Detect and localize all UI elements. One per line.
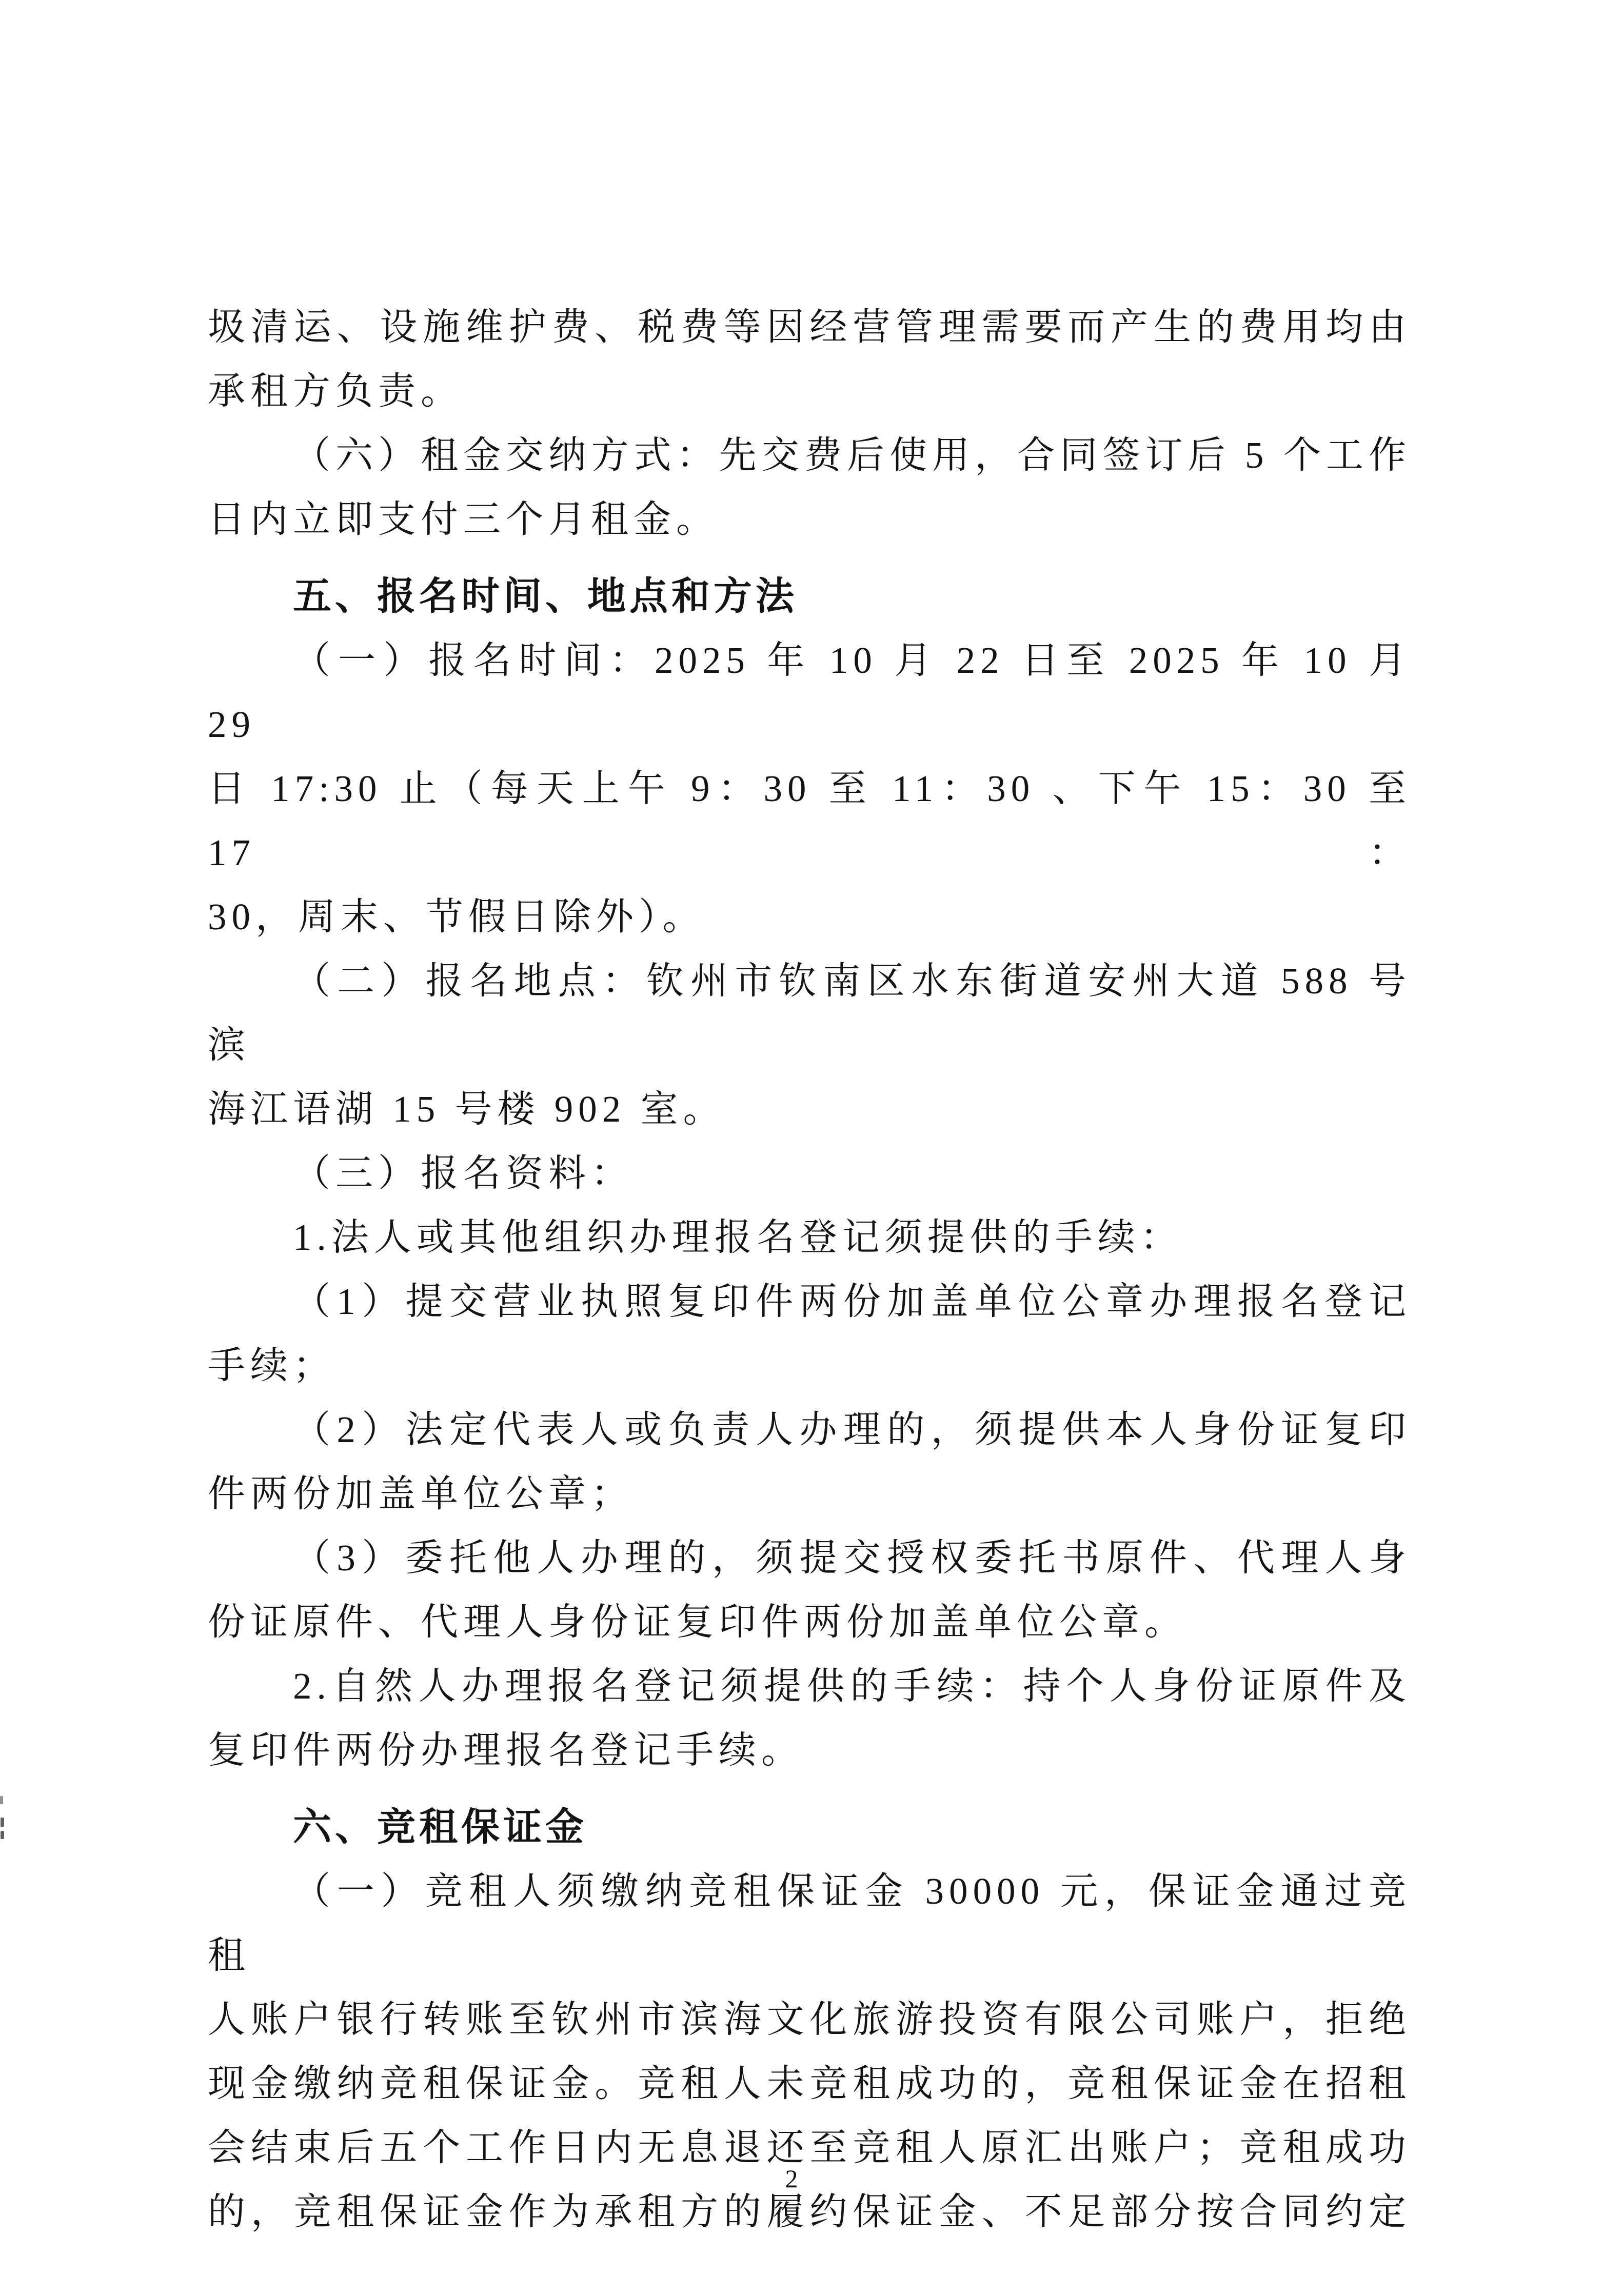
text-line: 日 17:30 止（每天上午 9：30 至 11：30 、下午 15：30 至 17：	[208, 768, 1411, 873]
text-line: 件两份加盖单位公章；	[208, 1473, 634, 1514]
text-line: 的，竞租保证金作为承租方的履约保证金、不足部分按合同约定	[208, 2191, 1411, 2232]
scan-speck	[0, 1796, 3, 1804]
text-line: （三）报名资料：	[293, 1152, 634, 1194]
text-line: 日内立即支付三个月租金。	[208, 498, 719, 540]
text-line: （二）报名地点：钦州市钦南区水东街道安州大道 588 号滨	[208, 960, 1411, 1066]
text-line: 圾清运、设施维护费、税费等因经营管理需要而产生的费用均由	[208, 306, 1411, 348]
page-number: 2	[785, 2164, 798, 2193]
document-body	[208, 295, 1411, 2244]
text-line: 2.自然人办理报名登记须提供的手续：持个人身份证原件及	[293, 1665, 1411, 1707]
text-line: 复印件两份办理报名登记手续。	[208, 1729, 804, 1771]
text-line: （1）提交营业执照复印件两份加盖单位公章办理报名登记	[293, 1281, 1411, 1322]
section-heading: 五、报名时间、地点和方法	[293, 574, 798, 617]
text-line: （一）竞租人须缴纳竞租保证金 30000 元，保证金通过竞租	[208, 1870, 1411, 1976]
text-line: 海江语湖 15 号楼 902 室。	[208, 1088, 726, 1130]
text-line: 现金缴纳竞租保证金。竞租人未竞租成功的，竞租保证金在招租	[208, 2063, 1411, 2104]
text-line: 承租方负责。	[208, 370, 463, 412]
scan-speck	[1, 1818, 4, 1827]
text-line: 手续；	[208, 1345, 335, 1386]
section-heading: 六、竞租保证金	[293, 1805, 588, 1848]
text-line: （一）报名时间：2025 年 10 月 22 日至 2025 年 10 月 29	[208, 640, 1411, 745]
scan-speck	[1, 1831, 4, 1839]
text-line: （六）租金交纳方式：先交费后使用，合同签订后 5 个工作	[293, 434, 1411, 476]
text-line: 1.法人或其他组织办理报名登记须提供的手续：	[293, 1216, 1183, 1258]
text-line: 份证原件、代理人身份证复印件两份加盖单位公章。	[208, 1601, 1187, 1643]
text-line: 人账户银行转账至钦州市滨海文化旅游投资有限公司账户，拒绝	[208, 1999, 1411, 2040]
text-line: （2）法定代表人或负责人办理的，须提供本人身份证复印	[293, 1409, 1411, 1450]
text-line: 30，周末、节假日除外）。	[208, 896, 705, 937]
text-line: （3）委托他人办理的，须提交授权委托书原件、代理人身	[293, 1537, 1411, 1579]
text-line: 会结束后五个工作日内无息退还至竞租人原汇出账户；竞租成功	[208, 2127, 1411, 2168]
